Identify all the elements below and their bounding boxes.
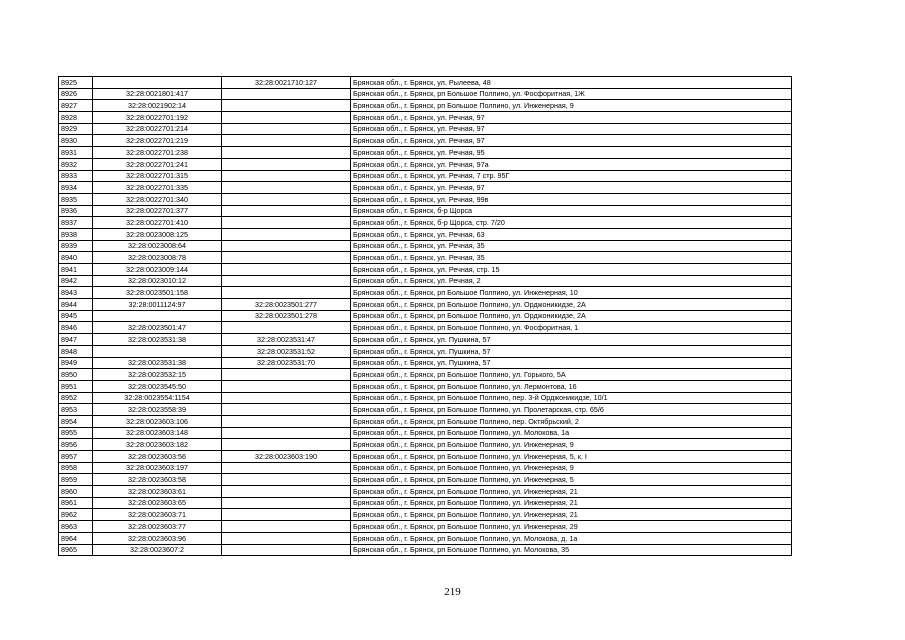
row-number-cell: 8931 — [59, 147, 93, 159]
cadastral-number-cell: 32:28:0023008:78 — [93, 252, 222, 264]
row-number-cell: 8960 — [59, 486, 93, 498]
table-row — [59, 275, 792, 287]
row-number-cell: 8925 — [59, 77, 93, 89]
table-row — [59, 357, 792, 369]
row-number-cell: 8932 — [59, 158, 93, 170]
table-row — [59, 252, 792, 264]
parent-cadastral-number-cell — [222, 182, 351, 194]
table-row — [59, 322, 792, 334]
table-row — [59, 404, 792, 416]
cadastral-number-cell: 32:28:0023501:158 — [93, 287, 222, 299]
address-cell: Брянская обл., г. Брянск, рп Большое Полпино, ул. Орджоникидзе, 2А — [351, 299, 792, 311]
table-row — [59, 310, 792, 322]
table-row — [59, 462, 792, 474]
table-row — [59, 147, 792, 159]
parent-cadastral-number-cell — [222, 287, 351, 299]
cadastral-number-cell: 32:28:0022701:241 — [93, 158, 222, 170]
table-row — [59, 415, 792, 427]
row-number-cell: 8933 — [59, 170, 93, 182]
row-number-cell: 8952 — [59, 392, 93, 404]
cadastral-number-cell: 32:28:0023545:50 — [93, 380, 222, 392]
row-number-cell: 8957 — [59, 451, 93, 463]
parent-cadastral-number-cell — [222, 462, 351, 474]
parent-cadastral-number-cell: 32:28:0023531:47 — [222, 334, 351, 346]
address-cell: Брянская обл., г. Брянск, ул. Рылеева, 48 — [351, 77, 792, 89]
table-row — [59, 521, 792, 533]
cadastral-number-cell: 32:28:0023603:61 — [93, 486, 222, 498]
table-row — [59, 135, 792, 147]
table-row — [59, 486, 792, 498]
parent-cadastral-number-cell — [222, 275, 351, 287]
address-cell: Брянская обл., г. Брянск, ул. Речная, 7 стр. 95Г — [351, 170, 792, 182]
row-number-cell: 8941 — [59, 264, 93, 276]
page-number: 219 — [444, 586, 461, 598]
registry-table-body — [59, 77, 792, 556]
parent-cadastral-number-cell — [222, 532, 351, 544]
cadastral-number-cell: 32:28:0023008:125 — [93, 228, 222, 240]
row-number-cell: 8956 — [59, 439, 93, 451]
row-number-cell: 8964 — [59, 532, 93, 544]
table-row — [59, 158, 792, 170]
row-number-cell: 8937 — [59, 217, 93, 229]
address-cell: Брянская обл., г. Брянск, рп Большое Полпино, ул. Горького, 5А — [351, 369, 792, 381]
cadastral-number-cell: 32:28:0023532:15 — [93, 369, 222, 381]
row-number-cell: 8936 — [59, 205, 93, 217]
address-cell: Брянская обл., г. Брянск, ул. Речная, 35 — [351, 240, 792, 252]
table-row — [59, 205, 792, 217]
table-row — [59, 509, 792, 521]
table-row — [59, 77, 792, 89]
address-cell: Брянская обл., г. Брянск, рп Большое Полпино, пер. Октябрьский, 2 — [351, 415, 792, 427]
parent-cadastral-number-cell — [222, 193, 351, 205]
row-number-cell: 8929 — [59, 123, 93, 135]
cadastral-number-cell: 32:28:0023603:197 — [93, 462, 222, 474]
address-cell: Брянская обл., г. Брянск, ул. Речная, 97 — [351, 182, 792, 194]
parent-cadastral-number-cell — [222, 404, 351, 416]
parent-cadastral-number-cell — [222, 135, 351, 147]
cadastral-number-cell: 32:28:0021902:14 — [93, 100, 222, 112]
parent-cadastral-number-cell — [222, 427, 351, 439]
table-row — [59, 228, 792, 240]
cadastral-number-cell: 32:28:0023607:2 — [93, 544, 222, 556]
cadastral-number-cell: 32:28:0023603:148 — [93, 427, 222, 439]
row-number-cell: 8945 — [59, 310, 93, 322]
cadastral-number-cell: 32:28:0023603:71 — [93, 509, 222, 521]
parent-cadastral-number-cell — [222, 228, 351, 240]
table-row — [59, 334, 792, 346]
cadastral-number-cell: 32:28:0022701:340 — [93, 193, 222, 205]
parent-cadastral-number-cell: 32:28:0023531:52 — [222, 345, 351, 357]
parent-cadastral-number-cell — [222, 497, 351, 509]
table-row — [59, 474, 792, 486]
cadastral-number-cell: 32:28:0022701:214 — [93, 123, 222, 135]
row-number-cell: 8938 — [59, 228, 93, 240]
parent-cadastral-number-cell — [222, 217, 351, 229]
cadastral-number-cell: 32:28:0022701:315 — [93, 170, 222, 182]
parent-cadastral-number-cell — [222, 521, 351, 533]
row-number-cell: 8947 — [59, 334, 93, 346]
address-cell: Брянская обл., г. Брянск, ул. Речная, 35 — [351, 252, 792, 264]
table-row — [59, 123, 792, 135]
cadastral-number-cell: 32:28:0022701:238 — [93, 147, 222, 159]
row-number-cell: 8934 — [59, 182, 93, 194]
cadastral-number-cell: 32:28:0023531:38 — [93, 357, 222, 369]
cadastral-number-cell: 32:28:0023603:58 — [93, 474, 222, 486]
table-row — [59, 112, 792, 124]
parent-cadastral-number-cell — [222, 252, 351, 264]
row-number-cell: 8955 — [59, 427, 93, 439]
row-number-cell: 8954 — [59, 415, 93, 427]
table-row — [59, 497, 792, 509]
table-row — [59, 392, 792, 404]
row-number-cell: 8942 — [59, 275, 93, 287]
cadastral-number-cell: 32:28:0022701:377 — [93, 205, 222, 217]
parent-cadastral-number-cell — [222, 415, 351, 427]
address-cell: Брянская обл., г. Брянск, рп Большое Полпино, ул. Орджоникидзе, 2А — [351, 310, 792, 322]
parent-cadastral-number-cell — [222, 486, 351, 498]
table-row — [59, 264, 792, 276]
address-cell: Брянская обл., г. Брянск, б-р Щорса — [351, 205, 792, 217]
cadastral-number-cell: 32:28:0021801:417 — [93, 88, 222, 100]
parent-cadastral-number-cell: 32:28:0021710:127 — [222, 77, 351, 89]
cadastral-number-cell: 32:28:0023010:12 — [93, 275, 222, 287]
address-cell: Брянская обл., г. Брянск, рп Большое Полпино, ул. Молокова, 1а — [351, 427, 792, 439]
table-row — [59, 369, 792, 381]
address-cell: Брянская обл., г. Брянск, рп Большое Полпино, ул. Инженерная, 29 — [351, 521, 792, 533]
parent-cadastral-number-cell — [222, 369, 351, 381]
address-cell: Брянская обл., г. Брянск, рп Большое Полпино, ул. Инженерная, 21 — [351, 509, 792, 521]
cadastral-number-cell: 32:28:0023009:144 — [93, 264, 222, 276]
cadastral-number-cell: 32:28:0023603:77 — [93, 521, 222, 533]
address-cell: Брянская обл., г. Брянск, рп Большое Полпино, ул. Инженерная, 9 — [351, 439, 792, 451]
table-row — [59, 380, 792, 392]
row-number-cell: 8935 — [59, 193, 93, 205]
parent-cadastral-number-cell — [222, 509, 351, 521]
table-row — [59, 182, 792, 194]
parent-cadastral-number-cell: 32:28:0023603:190 — [222, 451, 351, 463]
table-row — [59, 240, 792, 252]
address-cell: Брянская обл., г. Брянск, рп Большое Полпино, ул. Фосфоритная, 1Ж — [351, 88, 792, 100]
address-cell: Брянская обл., г. Брянск, рп Большое Полпино, ул. Молокова, 35 — [351, 544, 792, 556]
address-cell: Брянская обл., г. Брянск, ул. Речная, 99в — [351, 193, 792, 205]
row-number-cell: 8927 — [59, 100, 93, 112]
table-row — [59, 193, 792, 205]
parent-cadastral-number-cell — [222, 112, 351, 124]
address-cell: Брянская обл., г. Брянск, рп Большое Полпино, ул. Инженерная, 9 — [351, 462, 792, 474]
parent-cadastral-number-cell — [222, 147, 351, 159]
table-row — [59, 88, 792, 100]
row-number-cell: 8949 — [59, 357, 93, 369]
row-number-cell: 8963 — [59, 521, 93, 533]
parent-cadastral-number-cell — [222, 100, 351, 112]
address-cell: Брянская обл., г. Брянск, ул. Пушкина, 57 — [351, 345, 792, 357]
table-row — [59, 544, 792, 556]
row-number-cell: 8959 — [59, 474, 93, 486]
address-cell: Брянская обл., г. Брянск, ул. Речная, 2 — [351, 275, 792, 287]
address-cell: Брянская обл., г. Брянск, рп Большое Полпино, ул. Пролетарская, стр. 65/6 — [351, 404, 792, 416]
parent-cadastral-number-cell: 32:28:0023531:70 — [222, 357, 351, 369]
address-cell: Брянская обл., г. Брянск, рп Большое Полпино, ул. Лермонтова, 16 — [351, 380, 792, 392]
cadastral-number-cell: 32:28:0023501:47 — [93, 322, 222, 334]
cadastral-number-cell: 32:28:0023554:1154 — [93, 392, 222, 404]
row-number-cell: 8950 — [59, 369, 93, 381]
cadastral-number-cell: 32:28:0023531:38 — [93, 334, 222, 346]
parent-cadastral-number-cell — [222, 439, 351, 451]
address-cell: Брянская обл., г. Брянск, рп Большое Полпино, ул. Инженерная, 21 — [351, 497, 792, 509]
address-cell: Брянская обл., г. Брянск, ул. Речная, 97 — [351, 135, 792, 147]
address-cell: Брянская обл., г. Брянск, ул. Речная, 97 — [351, 123, 792, 135]
table-row — [59, 217, 792, 229]
cadastral-number-cell — [93, 77, 222, 89]
row-number-cell: 8939 — [59, 240, 93, 252]
row-number-cell: 8946 — [59, 322, 93, 334]
parent-cadastral-number-cell — [222, 264, 351, 276]
cadastral-number-cell: 32:28:0023558:39 — [93, 404, 222, 416]
address-cell: Брянская обл., г. Брянск, ул. Речная, 63 — [351, 228, 792, 240]
cadastral-number-cell: 32:28:0023603:182 — [93, 439, 222, 451]
row-number-cell: 8951 — [59, 380, 93, 392]
parent-cadastral-number-cell — [222, 380, 351, 392]
address-cell: Брянская обл., г. Брянск, ул. Речная, стр. 15 — [351, 264, 792, 276]
table-row — [59, 427, 792, 439]
cadastral-number-cell: 32:28:0023603:106 — [93, 415, 222, 427]
row-number-cell: 8944 — [59, 299, 93, 311]
address-cell: Брянская обл., г. Брянск, ул. Пушкина, 57 — [351, 334, 792, 346]
cadastral-number-cell: 32:28:0023603:56 — [93, 451, 222, 463]
row-number-cell: 8926 — [59, 88, 93, 100]
cadastral-number-cell: 32:28:0022701:219 — [93, 135, 222, 147]
parent-cadastral-number-cell — [222, 474, 351, 486]
parent-cadastral-number-cell: 32:28:0023501:278 — [222, 310, 351, 322]
row-number-cell: 8930 — [59, 135, 93, 147]
parent-cadastral-number-cell — [222, 158, 351, 170]
address-cell: Брянская обл., г. Брянск, рп Большое Полпино, ул. Инженерная, 21 — [351, 486, 792, 498]
table-row — [59, 345, 792, 357]
address-cell: Брянская обл., г. Брянск, рп Большое Полпино, ул. Инженерная, 5, к. I — [351, 451, 792, 463]
row-number-cell: 8943 — [59, 287, 93, 299]
row-number-cell: 8958 — [59, 462, 93, 474]
address-cell: Брянская обл., г. Брянск, рп Большое Полпино, ул. Молокова, д. 1а — [351, 532, 792, 544]
parent-cadastral-number-cell — [222, 170, 351, 182]
row-number-cell: 8962 — [59, 509, 93, 521]
table-row — [59, 170, 792, 182]
row-number-cell: 8953 — [59, 404, 93, 416]
parent-cadastral-number-cell — [222, 240, 351, 252]
parent-cadastral-number-cell — [222, 123, 351, 135]
address-cell: Брянская обл., г. Брянск, рп Большое Полпино, ул. Фосфоритная, 1 — [351, 322, 792, 334]
row-number-cell: 8965 — [59, 544, 93, 556]
cadastral-number-cell: 32:28:0022701:192 — [93, 112, 222, 124]
parent-cadastral-number-cell — [222, 205, 351, 217]
address-cell: Брянская обл., г. Брянск, ул. Пушкина, 57 — [351, 357, 792, 369]
address-cell: Брянская обл., г. Брянск, рп Большое Полпино, ул. Инженерная, 5 — [351, 474, 792, 486]
address-cell: Брянская обл., г. Брянск, рп Большое Полпино, ул. Инженерная, 10 — [351, 287, 792, 299]
registry-table — [58, 76, 792, 556]
parent-cadastral-number-cell — [222, 544, 351, 556]
table-row — [59, 100, 792, 112]
address-cell: Брянская обл., г. Брянск, б-р Щорса, стр. 7/20 — [351, 217, 792, 229]
table-row — [59, 451, 792, 463]
address-cell: Брянская обл., г. Брянск, ул. Речная, 95 — [351, 147, 792, 159]
table-row — [59, 299, 792, 311]
cadastral-number-cell — [93, 345, 222, 357]
cadastral-number-cell: 32:28:0011124:97 — [93, 299, 222, 311]
cadastral-number-cell — [93, 310, 222, 322]
parent-cadastral-number-cell — [222, 392, 351, 404]
row-number-cell: 8928 — [59, 112, 93, 124]
parent-cadastral-number-cell — [222, 322, 351, 334]
cadastral-number-cell: 32:28:0023603:96 — [93, 532, 222, 544]
row-number-cell: 8948 — [59, 345, 93, 357]
table-row — [59, 287, 792, 299]
address-cell: Брянская обл., г. Брянск, рп Большое Полпино, пер. 3-й Орджоникидзе, 10/1 — [351, 392, 792, 404]
cadastral-number-cell: 32:28:0023008:64 — [93, 240, 222, 252]
address-cell: Брянская обл., г. Брянск, рп Большое Полпино, ул. Инженерная, 9 — [351, 100, 792, 112]
parent-cadastral-number-cell: 32:28:0023501:277 — [222, 299, 351, 311]
row-number-cell: 8940 — [59, 252, 93, 264]
table-row — [59, 439, 792, 451]
row-number-cell: 8961 — [59, 497, 93, 509]
address-cell: Брянская обл., г. Брянск, ул. Речная, 97а — [351, 158, 792, 170]
parent-cadastral-number-cell — [222, 88, 351, 100]
table-row — [59, 532, 792, 544]
cadastral-number-cell: 32:28:0023603:65 — [93, 497, 222, 509]
address-cell: Брянская обл., г. Брянск, ул. Речная, 97 — [351, 112, 792, 124]
cadastral-number-cell: 32:28:0022701:335 — [93, 182, 222, 194]
cadastral-number-cell: 32:28:0022701:410 — [93, 217, 222, 229]
